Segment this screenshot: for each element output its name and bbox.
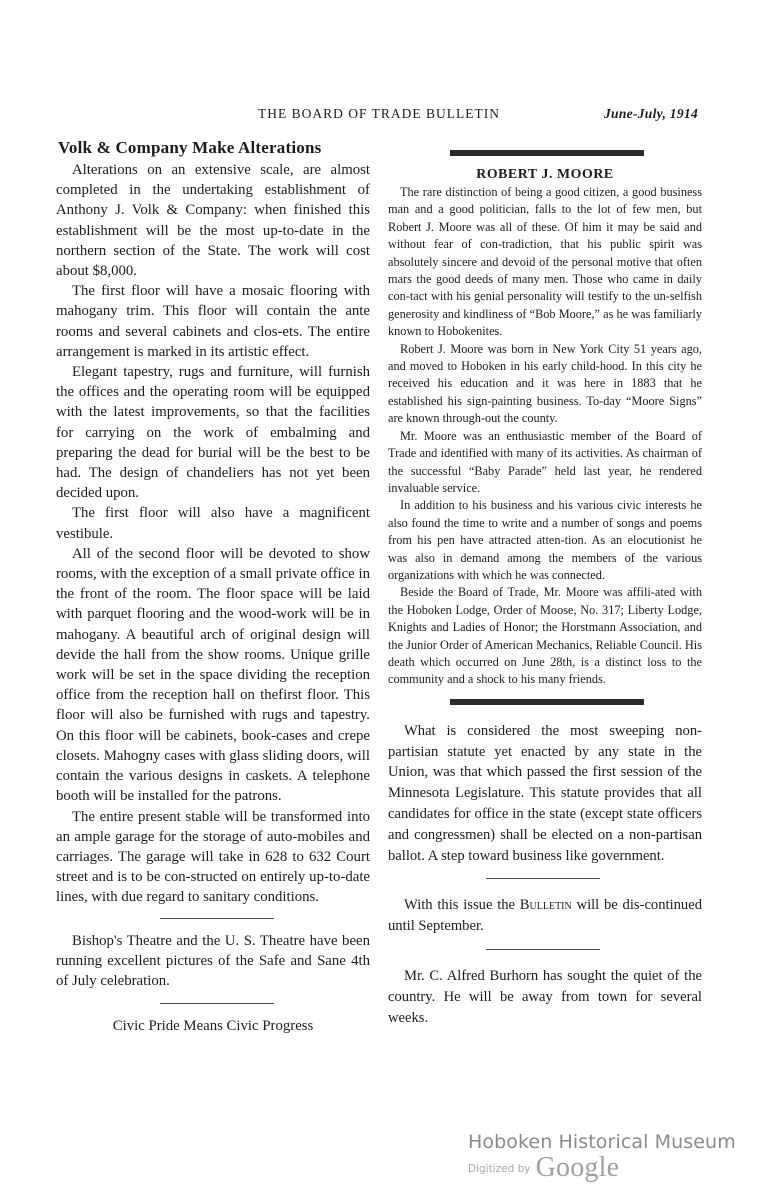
divider-rule [486, 878, 600, 879]
heavy-rule [450, 699, 644, 705]
obituary-heading: ROBERT J. MOORE [476, 166, 614, 181]
running-header [258, 106, 698, 126]
slogan: Civic Pride Means Civic Progress [112, 1018, 314, 1035]
right-column [388, 138, 702, 1028]
divider-rule [160, 918, 274, 919]
divider-rule [486, 949, 600, 950]
article-paragraph: The first floor will also have a magnificent vestibule. [56, 505, 370, 542]
bulletin-note-before: With this issue the [404, 897, 520, 914]
publication-title: THE BOARD OF TRADE BULLETIN [258, 106, 500, 121]
bulletin-note [388, 895, 702, 937]
obituary-paragraph: Mr. Moore was an enthusiastic member of the Board of Trade and identified with many of its activities. As chairman of the successful “Baby Parade” held last year, he rendered invaluable service. [388, 428, 702, 495]
theatre-note: Bishop's Theatre and the U. S. Theatre have been running excellent pictures of the Safe and Sane 4th of July celebration. [56, 932, 370, 989]
article-paragraph: The entire present stable will be transformed into an ample garage for the storage of auto-mobiles and carriages. The garage will take in 628 to 632 Court street and is to be con-structed on entirely up-to-date lines, with due regard to sanitary conditions. [56, 808, 370, 906]
statute-note: What is considered the most sweeping non-partisian statute yet enacted by any state in the Union, was that which passed the first session of the Minnesota Legislature. This statute provides that all candidates for office in the state (except state officers and congressmen) shall be elected on a non-partisan ballot. A step toward business like government. [388, 722, 702, 864]
obituary-article [388, 166, 702, 689]
google-logo: Google [535, 1152, 620, 1183]
digitized-by-label: Digitized by [468, 1163, 531, 1175]
divider-rule [160, 1003, 274, 1004]
bulletin-note-after: will be dis-continued until September. [388, 897, 702, 935]
article-paragraph: All of the second floor will be devoted to show rooms, with the exception of a small private office in the front of the room. The floor space will be laid with parquet flooring and the wood-work will be in mahogany. A beautiful arch of original design will devide the hall from the show rooms. Unique grille work will be set in the space dividing the reception office from the reception hall on thefirst floor. This floor will also be furnished with rugs and tapestry. On this floor will be cabinets, book-cases and crepe closets. Mahogny cases with glass sliding doors, will contain the various designs in caskets. A telephone booth will be installed for the patrons. [56, 545, 370, 805]
museum-name: Hoboken Historical Museum [468, 1131, 736, 1153]
burhorn-note: Mr. C. Alfred Burhorn has sought the quiet of the country. He will be away from town for several weeks. [388, 967, 702, 1026]
digitized-by-line [468, 1152, 736, 1184]
obituary-paragraph: In addition to his business and his various civic interests he also found the time to write and a number of songs and poems from his pen have attracted atten-tion. As an elocutionist he was also in demand among the members of the various organizations with which he was connected. [388, 498, 702, 582]
article-paragraph: Elegant tapestry, rugs and furniture, will furnish the offices and the operating room will be equipped with the latest improvements, so that the facilities for carrying on the work of embalming and preparing the dead for burial will be the best to be had. The design of chandeliers has not yet been decided upon. [56, 364, 370, 502]
digitization-watermark [468, 1130, 736, 1184]
obituary-paragraph: The rare distinction of being a good citizen, a good business man and a good politician, falls to the lot of few men, but Robert J. Moore was all of these. Of him it may be said and without fear of con-tradiction, that his public spirit was absolutely sincere and devoid of the personal motive that often mars the good deeds of many men. Those who came in daily con-tact with his genial personality will testify to the un-selfish generosity and kindliness of “Bob Moore,” as he was familiarly known to Hobokenites. [388, 185, 702, 339]
left-column [56, 138, 370, 1035]
heavy-rule [450, 150, 644, 156]
issue-date: June-July, 1914 [603, 106, 698, 121]
obituary-paragraph: Beside the Board of Trade, Mr. Moore was affili-ated with the Hoboken Lodge, Order of Moose, No. 317; Liberty Lodge, Knights and Ladies of Honor; the Horstmann Association, and the Junior Order of American Mechanics, Reliable Council. His death which occurred on June 28th, is a distinct loss to the community and a shock to his many friends. [388, 585, 702, 687]
article-paragraph: Alterations on an extensive scale, are almost completed in the undertaking establishment of Anthony J. Volk & Company: when finished this establishment will be the most up-to-date in the northern section of the State. The work will cost about $8,000. [56, 162, 370, 280]
obituary-paragraph: Robert J. Moore was born in New York City 51 years ago, and moved to Hoboken in his early child-hood. In this city he received his education and it was here in 1883 that he established his sign-painting business. To-day “Moore Signs” are known through-out the county. [388, 341, 702, 426]
article-headline: Volk & Company Make Alterations [58, 138, 322, 157]
volk-article [56, 138, 370, 908]
bulletin-word: Bulletin [519, 897, 572, 914]
article-paragraph: The first floor will have a mosaic flooring with mahogany trim. This floor will contain the ante rooms and several cabinets and clos-ets. The entire arrangement is marked in its artistic effect. [56, 283, 370, 360]
